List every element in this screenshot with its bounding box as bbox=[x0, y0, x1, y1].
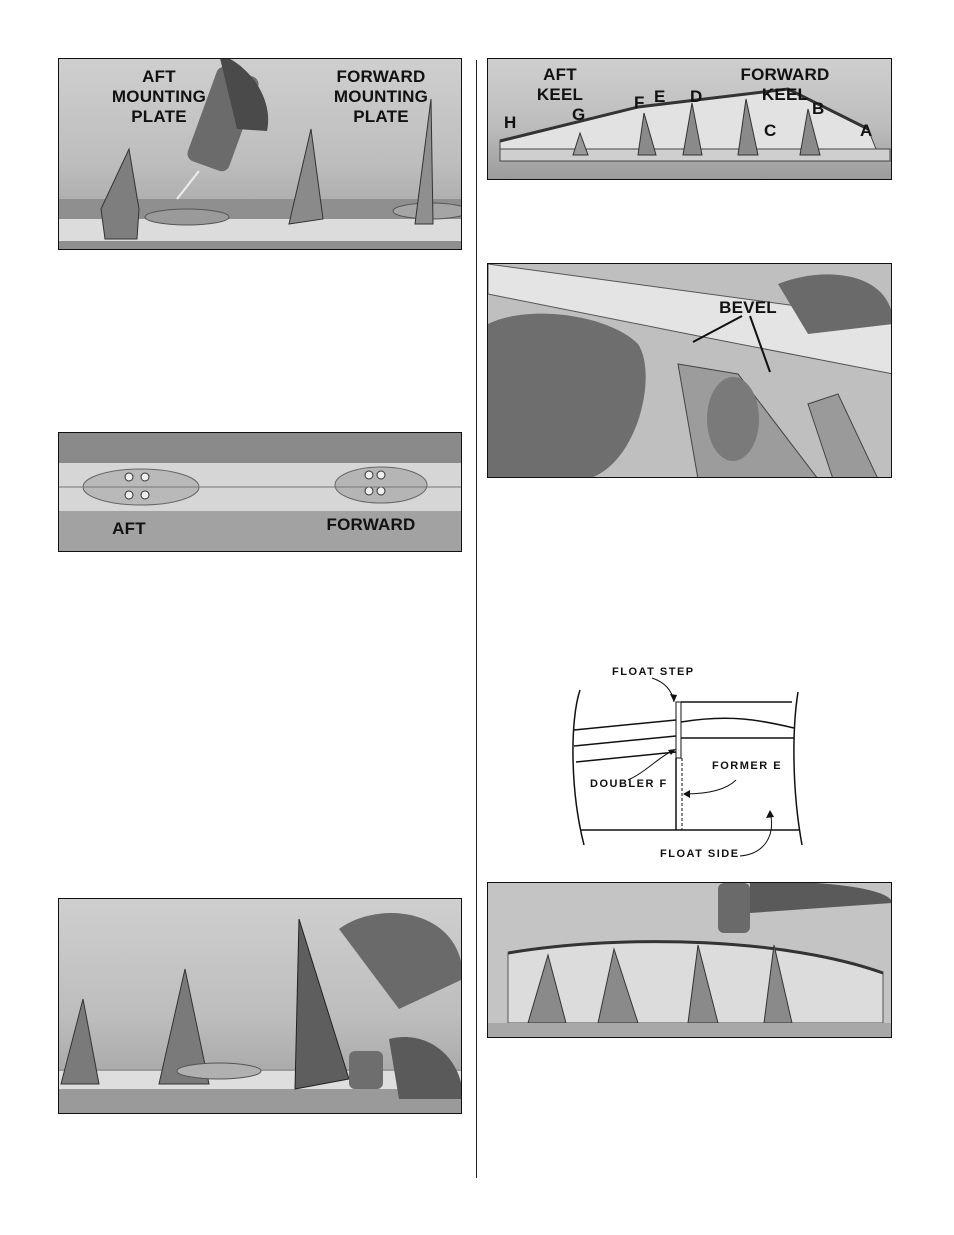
aft-mounting-plate-line3: PLATE bbox=[131, 107, 187, 126]
aft-mounting-plate-label bbox=[99, 67, 219, 127]
former-g-label: G bbox=[572, 105, 586, 124]
photo-formers-gluing-art bbox=[59, 899, 462, 1114]
former-f-label: F bbox=[634, 93, 645, 112]
float-step-label: FLOAT STEP bbox=[612, 666, 695, 678]
photo-mounting-plates bbox=[58, 58, 462, 250]
forward-mounting-plate-label bbox=[321, 67, 441, 127]
aft-mounting-plate-line1: AFT bbox=[142, 67, 176, 86]
former-h-label: H bbox=[504, 113, 517, 132]
bevel-label: BEVEL bbox=[719, 298, 777, 317]
former-e-label: E bbox=[654, 87, 666, 106]
photo-keel-formers bbox=[487, 58, 892, 180]
forward-mounting-plate-line1: FORWARD bbox=[336, 67, 426, 86]
aft-mounting-plate-line2: MOUNTING bbox=[111, 87, 207, 106]
photo-frame-gluing-art bbox=[488, 883, 892, 1038]
photo-bevel-art bbox=[488, 264, 892, 478]
forward-mounting-plate-line3: PLATE bbox=[353, 107, 409, 126]
former-e-diagram-label: FORMER E bbox=[712, 760, 783, 772]
former-d-label: D bbox=[690, 87, 703, 106]
forward-label: FORWARD bbox=[326, 515, 416, 534]
photo-bevel bbox=[487, 263, 892, 478]
forward-keel-line2: KEEL bbox=[761, 85, 809, 104]
former-a-label: A bbox=[860, 121, 873, 140]
float-side-label: FLOAT SIDE bbox=[660, 848, 740, 860]
doubler-f-label: DOUBLER F bbox=[590, 778, 668, 790]
photo-frame-gluing bbox=[487, 882, 892, 1038]
photo-plates-top-view bbox=[58, 432, 462, 552]
float-step-diagram bbox=[560, 660, 820, 860]
aft-keel-line2: KEEL bbox=[536, 85, 584, 104]
photo-formers-gluing bbox=[58, 898, 462, 1114]
aft-label: AFT bbox=[112, 519, 146, 538]
aft-keel-label bbox=[530, 65, 590, 105]
aft-keel-line1: AFT bbox=[543, 65, 577, 84]
column-divider bbox=[476, 60, 477, 1178]
former-b-label: B bbox=[812, 99, 825, 118]
former-c-label: C bbox=[764, 121, 777, 140]
forward-mounting-plate-line2: MOUNTING bbox=[333, 87, 429, 106]
forward-keel-line1: FORWARD bbox=[740, 65, 830, 84]
